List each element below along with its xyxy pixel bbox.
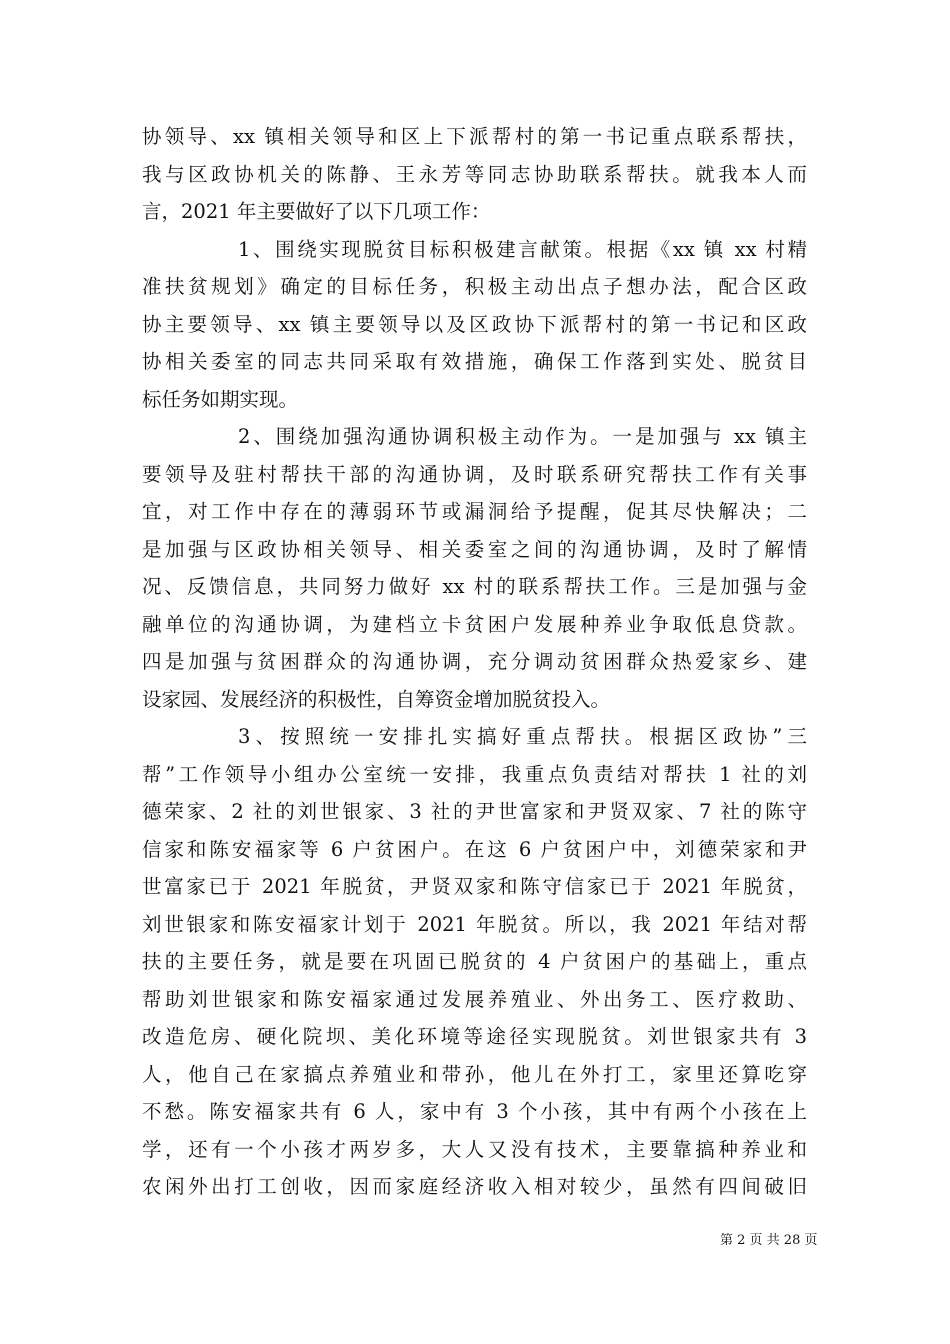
paragraph-1-start: 1、围绕实现脱贫目标积极建言献策。根据《xx 镇 xx 村精 <box>238 237 807 261</box>
page-number: 第 2 页 共 28 页 <box>720 1233 818 1248</box>
text-line: 标任务如期实现。 <box>142 387 299 411</box>
text-line: 世富家已于 2021 年脱贫，尹贤双家和陈守信家已于 2021 年脱贫， <box>142 875 807 898</box>
text-line: 融单位的沟通协调，为建档立卡贫困户发展种养业争取低息贷款。 <box>142 612 807 636</box>
text-line: 帮”工作领导小组办公室统一安排，我重点负责结对帮扶 1 社的刘 <box>142 762 807 786</box>
text-line: 设家园、发展经济的积极性，自筹资金增加脱贫投入。 <box>142 687 611 711</box>
text-line: 言，2021 年主要做好了以下几项工作： <box>142 200 491 223</box>
text-line: 要领导及驻村帮扶干部的沟通协调，及时联系研究帮扶工作有关事 <box>142 462 807 486</box>
text-line: 人，他自己在家搞点养殖业和带孙，他儿在外打工，家里还算吃穿 <box>142 1062 807 1086</box>
text-line: 四是加强与贫困群众的沟通协调，充分调动贫困群众热爱家乡、建 <box>142 650 807 673</box>
text-line: 况、反馈信息，共同努力做好 xx 村的联系帮扶工作。三是加强与金 <box>142 575 807 598</box>
text-line: 协主要领导、xx 镇主要领导以及区政协下派帮村的第一书记和区政 <box>142 312 807 336</box>
text-line: 协领导、xx 镇相关领导和区上下派帮村的第一书记重点联系帮扶， <box>142 125 807 148</box>
text-line: 协相关委室的同志共同采取有效措施，确保工作落到实处、脱贫目 <box>142 350 807 373</box>
text-line: 扶的主要任务，就是要在巩固已脱贫的 4 户贫困户的基础上，重点 <box>142 950 807 973</box>
text-line: 不愁。陈安福家共有 6 人，家中有 3 个小孩，其中有两个小孩在上 <box>142 1100 807 1123</box>
text-line: 信家和陈安福家等 6 户贫困户。在这 6 户贫困户中，刘德荣家和尹 <box>142 837 807 861</box>
text-line: 是加强与区政协相关领导、相关委室之间的沟通协调，及时了解情 <box>142 537 807 561</box>
paragraph-2-start: 2、围绕加强沟通协调积极主动作为。一是加强与 xx 镇主 <box>238 425 807 448</box>
paragraph-3-start: 3、按照统一安排扎实搞好重点帮扶。根据区政协”三 <box>238 725 807 748</box>
text-line: 刘世银家和陈安福家计划于 2021 年脱贫。所以，我 2021 年结对帮 <box>142 912 807 936</box>
text-line: 宜，对工作中存在的薄弱环节或漏洞给予提醒，促其尽快解决；二 <box>142 500 807 523</box>
text-line: 农闲外出打工创收，因而家庭经济收入相对较少，虽然有四间破旧 <box>142 1175 807 1198</box>
text-line: 准扶贫规划》确定的目标任务，积极主动出点子想办法，配合区政 <box>142 275 807 298</box>
text-line: 帮助刘世银家和陈安福家通过发展养殖业、外出务工、医疗救助、 <box>142 987 807 1011</box>
text-line: 德荣家、2 社的刘世银家、3 社的尹世富家和尹贤双家、7 社的陈守 <box>142 800 807 823</box>
text-line: 学，还有一个小孩才两岁多，大人又没有技术，主要靠搞种养业和 <box>142 1137 807 1161</box>
body-text <box>142 118 807 1206</box>
text-line: 我与区政协机关的陈静、王永芳等同志协助联系帮扶。就我本人而 <box>142 162 807 186</box>
text-line: 改造危房、硬化院坝、美化环境等途径实现脱贫。刘世银家共有 3 <box>142 1025 807 1048</box>
